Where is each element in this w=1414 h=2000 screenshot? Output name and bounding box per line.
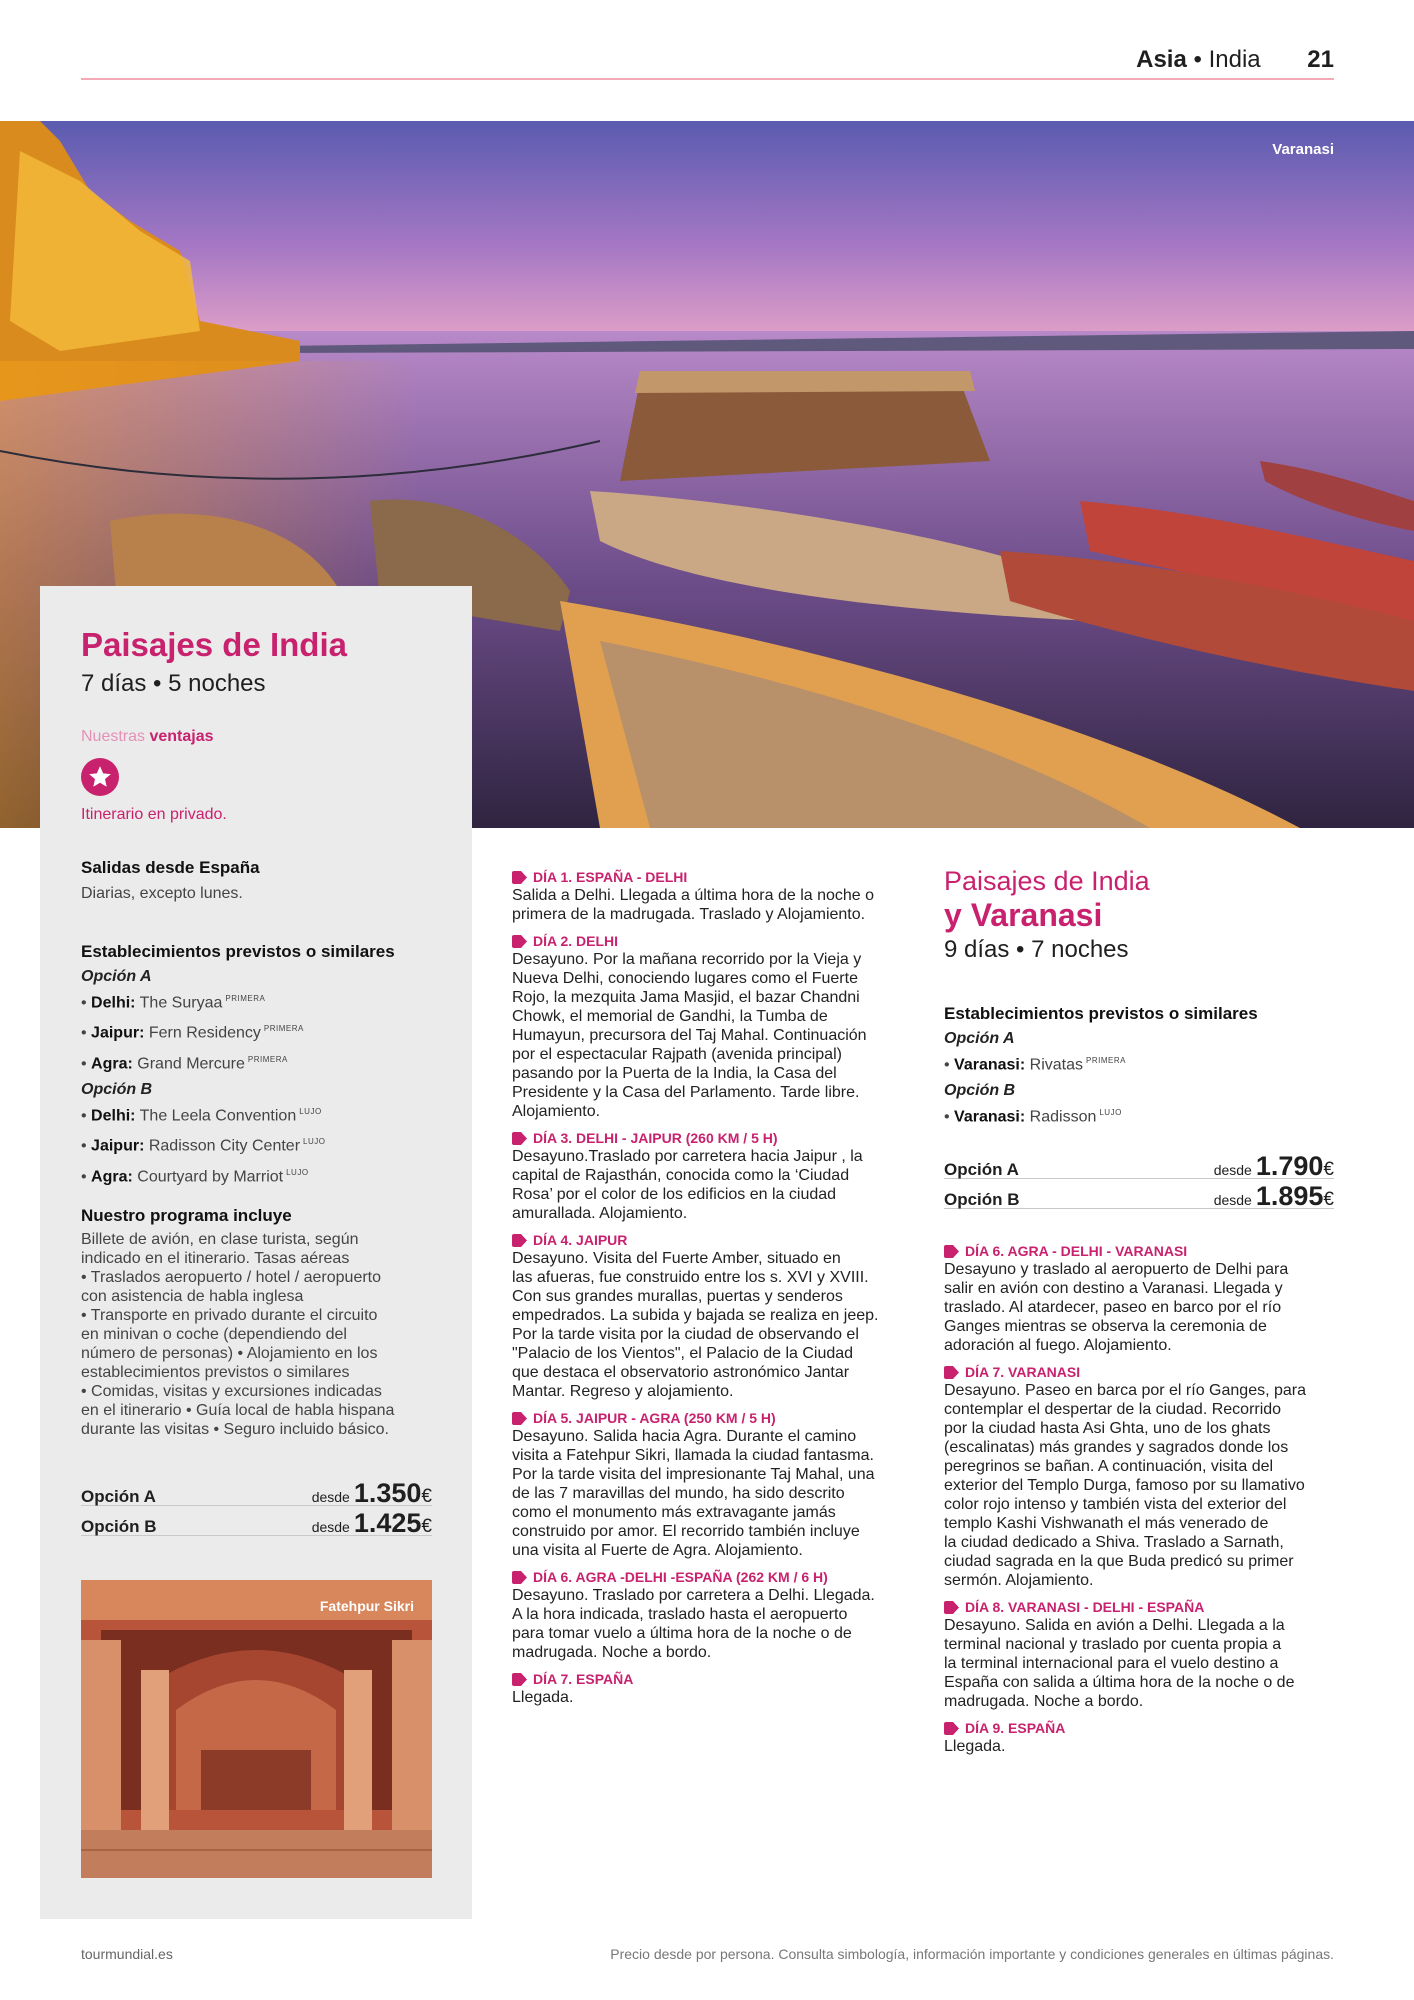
hotel-item: • Agra: Courtyard by Marriot $^{LUJO}$ <box>81 1167 309 1185</box>
hotel-name: Courtyard by Marriot <box>137 1167 284 1185</box>
includes-title: Nuestro programa incluye <box>81 1206 292 1225</box>
day-text-line: empedrados. La subida y bajada se realiza en jeep. <box>512 1307 879 1324</box>
price-amount <box>312 1508 432 1539</box>
header-country: India <box>1208 46 1261 73</box>
includes-line: durante las visitas • Seguro incluido básico. <box>81 1421 389 1438</box>
option-b-hotel-list <box>81 1099 432 1190</box>
hotel-item: • Delhi: The Leela Convention $^{LUJO}$ <box>81 1106 322 1125</box>
price-option-label: Opción B <box>81 1517 157 1536</box>
day-arrow-icon <box>512 1132 527 1145</box>
day-text-line: peregrinos se bañan. A continuación, visita del <box>944 1458 1274 1475</box>
hotel-item: • Delhi: The Suryaa $^{PRIMERA}$ <box>81 994 266 1012</box>
day-text-line: Por la tarde visita del impresionante Taj Mahal, una <box>512 1466 875 1483</box>
trip2-option-a-hotel-list <box>944 1048 1334 1078</box>
hotel-city: Jaipur: <box>91 1024 145 1042</box>
hotel-item: • Jaipur: Radisson City Center $^{LUJO}$ <box>81 1137 326 1155</box>
day-text-line: (escalinatas) más grandes y sagrados donde los <box>944 1439 1289 1456</box>
price-option-label: Opción A <box>81 1487 156 1506</box>
hotel-city: Jaipur: <box>91 1137 145 1155</box>
hotel-city: Varanasi: <box>954 1056 1026 1074</box>
day-heading <box>512 1670 904 1688</box>
advantages-label <box>81 728 432 746</box>
day-text-line: construido por amor. El recorrido también incluye <box>512 1523 860 1540</box>
itinerary-day <box>512 1568 904 1662</box>
day-text-line: sermón. Alojamiento. <box>944 1572 1094 1589</box>
price-row <box>944 1149 1334 1179</box>
day-arrow-icon <box>512 1571 527 1584</box>
hotel-name: Grand Mercure <box>137 1054 245 1072</box>
day-text-line: Salida a Delhi. Llegada a última hora de la noche o <box>512 887 875 904</box>
hero-caption: Varanasi <box>1272 141 1334 158</box>
day-text-line: Desayuno. Visita del Fuerte Amber, situado en <box>512 1250 841 1267</box>
price-row <box>944 1179 1334 1209</box>
hotel-name: Fern Residency <box>148 1024 261 1042</box>
day-text-line: pasando por la Puerta de la India, la Casa del <box>512 1065 837 1082</box>
hotel-city: Agra: <box>91 1054 133 1072</box>
hotel-category: LUJO <box>303 1137 326 1147</box>
fatehpur-sikri-photo <box>81 1580 432 1878</box>
price-currency: € <box>1323 1158 1334 1180</box>
itinerary-day <box>944 1363 1334 1590</box>
hotel-category: LUJO <box>299 1106 322 1116</box>
price-option-label: Opción B <box>944 1189 1020 1209</box>
day-text-line: Desayuno. Traslado por carretera a Delhi. Llegada. <box>512 1587 875 1604</box>
page-info <box>1136 46 1334 74</box>
day-description <box>512 1586 904 1662</box>
day-text-line: primera de la madrugada. Traslado y Alojamiento. <box>512 906 866 923</box>
star-icon <box>81 758 119 796</box>
day-arrow-icon <box>944 1601 959 1614</box>
day-text-line: por la ciudad hasta Asi Ghta, uno de los ghats <box>944 1420 1271 1437</box>
hotel-name: Radisson City Center <box>148 1137 301 1155</box>
itinerary-day <box>512 1129 904 1223</box>
includes-line: en el itinerario • Guía local de habla hispana <box>81 1402 395 1419</box>
trip2-option-b-hotel-list <box>944 1100 1334 1130</box>
day-heading <box>512 1231 904 1249</box>
day-text-line: Mantar. Regreso y alojamiento. <box>512 1383 734 1400</box>
photo-caption: Fatehpur Sikri <box>319 1598 414 1614</box>
day-text-line: A la hora indicada, traslado hasta el aeropuerto <box>512 1606 848 1623</box>
includes-line: número de personas) • Alojamiento en los <box>81 1345 378 1362</box>
day-text-line: templo Kashi Vishwanath el más venerado de <box>944 1515 1269 1532</box>
day-text-line: Llegada. <box>512 1689 574 1706</box>
itinerary-day <box>512 1231 904 1401</box>
fatehpur-sikri-image <box>81 1580 432 1878</box>
includes-line: • Comidas, visitas y excursiones indicadas <box>81 1383 382 1400</box>
day-text-line: la terminal internacional para el vuelo destino a <box>944 1655 1279 1672</box>
price-value: 1.790 <box>1255 1150 1324 1181</box>
option-a-hotel-list <box>81 986 432 1077</box>
hotel-category: PRIMERA <box>1086 1056 1126 1065</box>
price-value: 1.350 <box>353 1478 422 1508</box>
day-description <box>512 886 904 924</box>
hotel-item: • Agra: Grand Mercure $^{PRIMERA}$ <box>81 1054 288 1072</box>
day-heading <box>512 868 904 886</box>
day-arrow-icon <box>512 1673 527 1686</box>
hotel-item: • Jaipur: Fern Residency $^{PRIMERA}$ <box>81 1024 304 1042</box>
price-amount <box>1214 1151 1334 1182</box>
day-arrow-icon <box>512 1412 527 1425</box>
day-text-line: que destaca el observatorio astronómico Jantar <box>512 1364 850 1381</box>
day-heading <box>944 1242 1334 1260</box>
day-heading <box>944 1719 1334 1737</box>
day-description <box>944 1737 1334 1756</box>
day-text-line: Rosa’ por el color de los edificios en la ciudad <box>512 1186 837 1203</box>
option-b-label: Opción B <box>81 1080 153 1098</box>
itinerary-day <box>944 1242 1334 1355</box>
itinerary-day <box>512 932 904 1121</box>
includes-line: establecimientos previstos o similares <box>81 1364 350 1381</box>
price-amount <box>1214 1181 1334 1212</box>
day-title: DÍA 2. DELHI <box>533 933 619 949</box>
footer-disclaimer: Precio desde por persona. Consulta simbología, información importante y condiciones generales en últimas páginas. <box>610 1946 1334 1962</box>
day-title: DÍA 7. VARANASI <box>965 1364 1081 1380</box>
day-text-line: Desayuno. Salida hacia Agra. Durante el camino <box>512 1428 857 1445</box>
price-desde: desde <box>311 1519 350 1535</box>
departures-title: Salidas desde España <box>81 858 260 877</box>
price-currency: € <box>421 1516 432 1537</box>
hotel-name: The Suryaa <box>139 994 223 1012</box>
day-arrow-icon <box>944 1366 959 1379</box>
hotel-city: Delhi: <box>91 994 136 1012</box>
price-currency: € <box>1323 1188 1334 1210</box>
trip1-price-table <box>81 1476 432 1536</box>
day-text-line: madrugada. Noche a bordo. <box>944 1693 1144 1710</box>
trip1-duration: 7 días • 5 noches <box>81 670 266 697</box>
hotel-name: The Leela Convention <box>139 1107 297 1125</box>
trip2-option-b-label: Opción B <box>944 1082 1016 1100</box>
day-text-line: Desayuno. Por la mañana recorrido por la Vieja y <box>512 951 862 968</box>
day-text-line: traslado. Al atardecer, paseo en barco por el río <box>944 1299 1282 1316</box>
day-description <box>512 950 904 1121</box>
price-value: 1.895 <box>1255 1180 1324 1211</box>
includes-line: • Traslados aeropuerto / hotel / aeropuerto <box>81 1269 382 1286</box>
day-text-line: la ciudad dedicado a Shiva. Traslado a Sarnath, <box>944 1534 1284 1551</box>
day-text-line: adoración al fuego. Alojamiento. <box>944 1337 1172 1354</box>
day-heading <box>944 1598 1334 1616</box>
itinerary-day <box>944 1719 1334 1756</box>
option-a-label: Opción A <box>81 968 152 985</box>
hotel-name: Rivatas <box>1029 1056 1084 1074</box>
itinerary-day <box>512 1409 904 1560</box>
day-arrow-icon <box>944 1245 959 1258</box>
day-text-line: madrugada. Noche a bordo. <box>512 1644 712 1661</box>
hotel-city: Delhi: <box>91 1107 136 1125</box>
hotel-name: Radisson <box>1029 1108 1097 1126</box>
departures-text: Diarias, excepto lunes. <box>81 885 243 902</box>
footer-website: tourmundial.es <box>81 1946 173 1962</box>
includes-line: indicado en el itinerario. Tasas aéreas <box>81 1250 350 1267</box>
price-amount <box>312 1478 432 1509</box>
price-value: 1.425 <box>353 1508 422 1538</box>
day-arrow-icon <box>512 1234 527 1247</box>
hotel-item: • Varanasi: Rivatas $^{PRIMERA}$ <box>944 1056 1126 1074</box>
trip2-title-line1: Paisajes de India <box>944 866 1150 896</box>
day-text-line: Por la tarde visita por la ciudad de observando el <box>512 1326 859 1343</box>
day-text-line: Humayun, precursora del Taj Mahal. Continuación <box>512 1027 867 1044</box>
hotel-category: LUJO <box>1099 1108 1122 1118</box>
page-header <box>81 44 1334 80</box>
day-text-line: de las 7 maravillas del mundo, ha sido descrito <box>512 1485 845 1502</box>
day-description <box>944 1381 1334 1590</box>
trip2-itinerary <box>944 1242 1334 1764</box>
advantages-label-light: Nuestras <box>81 728 146 745</box>
hotel-city: Varanasi: <box>954 1108 1026 1126</box>
day-description <box>512 1147 904 1223</box>
day-title: DÍA 3. DELHI - JAIPUR (260 KM / 5 H) <box>533 1130 778 1146</box>
itinerary-day <box>512 868 904 924</box>
itinerary-day <box>512 1670 904 1707</box>
day-text-line: Desayuno. Paseo en barca por el río Ganges, para <box>944 1382 1306 1399</box>
day-title: DÍA 6. AGRA -DELHI -ESPAÑA (262 KM / 6 H) <box>533 1569 828 1585</box>
day-text-line: contemplar el despertar de la ciudad. Recorrido <box>944 1401 1282 1418</box>
day-text-line: capital de Rajasthán, conocida como la ‘Ciudad <box>512 1167 850 1184</box>
page-number: 21 <box>1307 46 1334 73</box>
day-heading <box>944 1363 1334 1381</box>
day-text-line: una visita al Fuerte de Agra. Alojamiento. <box>512 1542 803 1559</box>
includes-line: • Transporte en privado durante el circuito <box>81 1307 378 1324</box>
trip2-summary <box>944 866 1334 1209</box>
price-desde: desde <box>1213 1161 1252 1178</box>
trip1-title: Paisajes de India <box>81 626 347 663</box>
day-arrow-icon <box>944 1722 959 1735</box>
day-text-line: como el monumento más extravagante jamás <box>512 1504 836 1521</box>
trip2-duration: 9 días • 7 noches <box>944 936 1129 963</box>
day-text-line: amurallada. Alojamiento. <box>512 1205 688 1222</box>
trip1-itinerary <box>512 868 904 1715</box>
day-text-line: para tomar vuelo a última hora de la noche o de <box>512 1625 852 1642</box>
includes-text <box>81 1230 432 1439</box>
price-option-label: Opción A <box>944 1159 1019 1179</box>
day-description <box>944 1616 1334 1711</box>
day-text-line: Ganges mientras se observa la ceremonia de <box>944 1318 1267 1335</box>
day-description <box>512 1427 904 1560</box>
day-heading <box>512 1568 904 1586</box>
price-currency: € <box>421 1486 432 1507</box>
day-text-line: Presidente y la Casa del Parlamento. Tarde libre. <box>512 1084 860 1101</box>
day-description <box>512 1249 904 1401</box>
hotel-category: PRIMERA <box>247 1054 288 1064</box>
hotel-category: PRIMERA <box>263 1024 304 1034</box>
header-region: Asia <box>1136 46 1187 73</box>
day-text-line: Alojamiento. <box>512 1103 601 1120</box>
day-title: DÍA 5. JAIPUR - AGRA (250 KM / 5 H) <box>533 1410 776 1426</box>
trip2-price-table <box>944 1149 1334 1209</box>
day-text-line: Nueva Delhi, conociendo lugares como el Fuerte <box>512 970 858 987</box>
price-desde: desde <box>1213 1191 1252 1208</box>
day-text-line: Llegada. <box>944 1738 1006 1755</box>
day-heading <box>512 932 904 950</box>
itinerary-day <box>944 1598 1334 1711</box>
trip2-title-line2: y Varanasi <box>944 897 1103 933</box>
includes-line: Billete de avión, en clase turista, según <box>81 1231 359 1248</box>
day-text-line: España con salida a última hora de la noche o de <box>944 1674 1295 1691</box>
trip2-hotels-title: Establecimientos previstos o similares <box>944 1004 1258 1023</box>
hotel-city: Agra: <box>91 1167 133 1185</box>
day-title: DÍA 4. JAIPUR <box>533 1232 628 1248</box>
trip2-option-a-label: Opción A <box>944 1030 1015 1047</box>
hotel-category: LUJO <box>286 1167 309 1177</box>
day-text-line: color rojo intenso y también vista del exterior del <box>944 1496 1287 1513</box>
day-text-line: visita a Fatehpur Sikri, llamada la ciudad fantasma. <box>512 1447 874 1464</box>
advantage-private-itinerary: Itinerario en privado. <box>81 806 227 823</box>
day-text-line: por el espectacular Rajpath (avenida principal) <box>512 1046 842 1063</box>
price-desde: desde <box>311 1489 350 1505</box>
day-title: DÍA 6. AGRA - DELHI - VARANASI <box>965 1243 1188 1259</box>
day-arrow-icon <box>512 935 527 948</box>
price-row <box>81 1506 432 1536</box>
day-heading <box>512 1129 904 1147</box>
hotel-category: PRIMERA <box>225 994 266 1003</box>
advantages-label-bold: ventajas <box>149 728 214 745</box>
day-heading <box>512 1409 904 1427</box>
day-text-line: Rojo, la mezquita Jama Masjid, el bazar Chandni <box>512 989 860 1006</box>
day-text-line: Desayuno.Traslado por carretera hacia Jaipur , la <box>512 1148 863 1165</box>
day-text-line: Desayuno y traslado al aeropuerto de Delhi para <box>944 1261 1289 1278</box>
day-text-line: "Palacio de los Vientos", el Palacio de la Ciudad <box>512 1345 854 1362</box>
day-text-line: Chowk, el memorial de Gandhi, la Tumba de <box>512 1008 828 1025</box>
header-separator: • <box>1193 46 1202 73</box>
day-title: DÍA 8. VARANASI - DELHI - ESPAÑA <box>965 1599 1205 1615</box>
price-row <box>81 1476 432 1506</box>
day-title: DÍA 1. ESPAÑA - DELHI <box>533 869 688 885</box>
includes-line: con asistencia de habla inglesa <box>81 1288 304 1305</box>
day-description <box>944 1260 1334 1355</box>
day-title: DÍA 9. ESPAÑA <box>965 1720 1066 1736</box>
day-description <box>512 1688 904 1707</box>
hotels-title: Establecimientos previstos o similares <box>81 942 395 961</box>
hotel-item: • Varanasi: Radisson $^{LUJO}$ <box>944 1108 1122 1126</box>
day-text-line: ciudad sagrada en la que Buda predicó su primer <box>944 1553 1294 1570</box>
day-text-line: terminal nacional y traslado por cuenta propia a <box>944 1636 1282 1653</box>
day-arrow-icon <box>512 871 527 884</box>
day-text-line: las afueras, fue construido entre los s. XVI y XVIII. <box>512 1269 869 1286</box>
includes-line: en minivan o coche (dependiendo del <box>81 1326 347 1343</box>
day-title: DÍA 7. ESPAÑA <box>533 1671 634 1687</box>
day-text-line: salir en avión con destino a Varanasi. Llegada y <box>944 1280 1283 1297</box>
day-text-line: exterior del Templo Durga, famoso por su llamativo <box>944 1477 1305 1494</box>
day-text-line: Con sus grandes murallas, puertas y senderos <box>512 1288 843 1305</box>
day-text-line: Desayuno. Salida en avión a Delhi. Llegada a la <box>944 1617 1285 1634</box>
